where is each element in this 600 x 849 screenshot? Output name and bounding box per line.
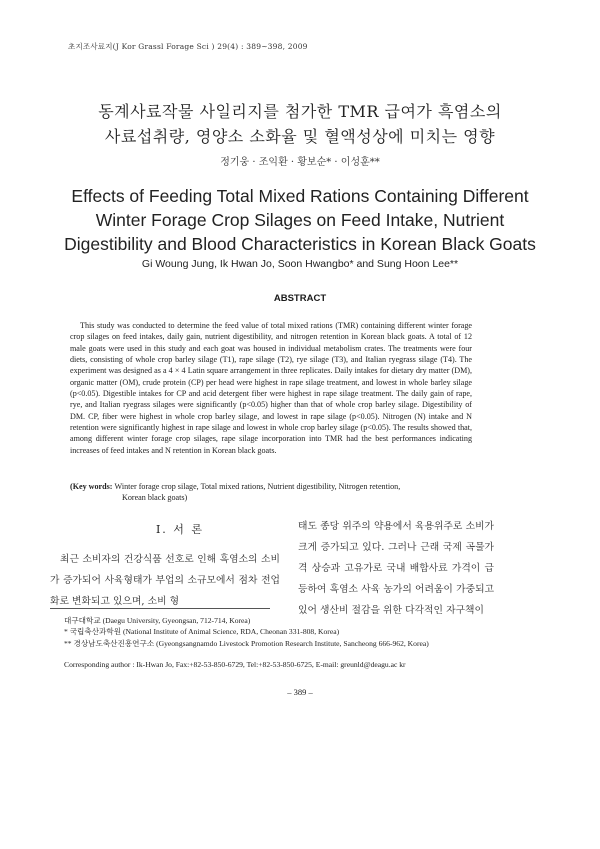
corresponding-author: Corresponding author : Ik-Hwan Jo, Fax:+82-53-850-6729, Tel:+82-53-850-6725, E-mail: greunld@deagu.ac kr — [64, 660, 406, 669]
korean-authors: 정기웅 · 조익환 · 황보순* · 이성훈** — [220, 157, 380, 168]
affiliation-2: * 국립축산과학원 (National Institute of Animal Science, RDA, Cheonan 331-808, Korea) — [64, 627, 340, 637]
journal-reference: 초지조사료지(J Kor Grassl Forage Sci ) 29(4) : 389~398, 2009 — [68, 42, 308, 51]
abstract-heading: ABSTRACT — [273, 293, 327, 304]
page-number: – 389 – — [287, 687, 313, 697]
korean-title-line-2: 사료섭취량, 영양소 소화율 및 혈액성상에 미치는 영향 — [104, 127, 496, 146]
english-title-line-2: Winter Forage Crop Silages on Feed Intake, Nutrient — [95, 210, 505, 230]
english-title-line-1: Effects of Feeding Total Mixed Rations Containing Different — [71, 186, 529, 206]
abstract-body: This study was conducted to determine the feed value of total mixed rations (TMR) containing different winter forage crop silages on feed intakes, daily gain, nutrient digestibility, and nitrogen retention in Korean black goats. A total of 12 male goats were used in this study and each goat was housed in individual metabolism crates. The treatments were four diets, consisting of whole crop barley silage (T1), rape silage (T2), rye silage (T3), and Italian ryegrass silage (T4). The experiment was designed as a 4 × 4 Latin square arrangement in three replicates. Daily intakes for dietary dry matter (DM), organic matter (OM), crude protein (CP) per head were highest in rape silage treatment, and lowest in whole barley silage (p<0.05). Digestible intakes for CP and acid detergent fiber were highest in rape silage treatment. The daily gain of rape, rye, and Italian ryegrass silages were significantly (p<0.05) higher than that of whole crop barley silage. Digestibility of DM. CP, fiber were highest in whole crop barley silage, and lowest in rape silage (p<0.05). Nitrogen (N) intake and N retention were significantly highest in rape silage and lowest in whole crop barley silage (p<0.05). The results showed that, among different winter forage crop silages, rape silage incorporation into TMR had the best performances indicating increases of feed intakes and N retention in Korean black goats. — [70, 321, 472, 455]
keywords-label: (Key words — [70, 482, 110, 491]
affiliation-1: 대구대학교 (Daegu University, Gyeongsan, 712-714, Korea) — [64, 616, 251, 625]
affiliation-3: ** 경상남도축산진흥연구소 (Gyeongsangnamdo Livestock Promotion Research Institute, Sancheong 666-962, Korea) — [64, 638, 429, 648]
english-authors: Gi Woung Jung, Ik Hwan Jo, Soon Hwangbo* and Sung Hoon Lee** — [141, 258, 459, 270]
korean-title-line-1: 동계사료작물 사일리지를 첨가한 TMR 급여가 흑염소의 — [98, 102, 502, 121]
footnote-divider — [50, 608, 270, 609]
introduction-left-column: 최근 소비자의 건강식품 선호로 인해 흑염소의 소비가 증가되어 사육형태가 부업의 소규모에서 점차 전업화로 변화되고 있으며, 소비 형 — [50, 554, 280, 607]
keywords: (Key words: Winter forage crop silage, Total mixed rations, Nutrient digestibility, Nitrogen retention, Korean black goats) — [70, 481, 472, 504]
introduction-heading: Ⅰ. 서 론 — [155, 523, 205, 536]
english-title-line-3: Digestibility and Blood Characteristics in Korean Black Goats — [64, 234, 536, 254]
introduction-right-column: 태도 종당 위주의 약용에서 육용위주로 소비가 크게 증가되고 있다. 그러나 근래 국제 곡물가격 상승과 고유가로 국내 배합사료 가격이 급등하여 흑염소 사육 농가의 어려움이 가중되고 있어 생산비 절감을 위한 다각적인 자구책이 — [298, 521, 494, 616]
affiliation-footnotes — [64, 615, 484, 649]
keywords-line-1: Winter forage crop silage, Total mixed rations, Nutrient digestibility, Nitrogen retention, — [114, 482, 401, 491]
keywords-line-2: Korean black goats) — [122, 493, 188, 503]
